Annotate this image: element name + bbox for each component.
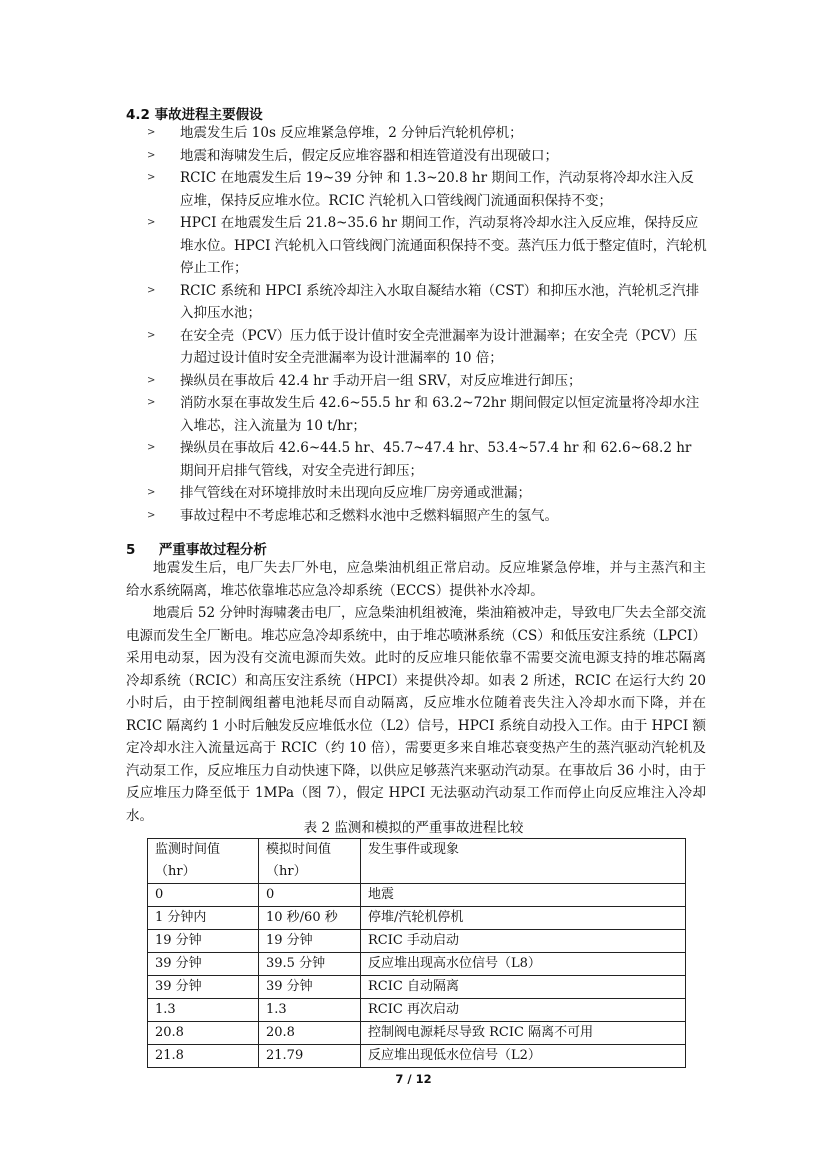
bullet-marker-icon: > bbox=[147, 149, 156, 161]
page-number: 7 / 12 bbox=[395, 1072, 432, 1086]
table-cell: 39 分钟 bbox=[148, 953, 259, 976]
table-cell: 39.5 分钟 bbox=[259, 953, 361, 976]
table-cell: 反应堆出现低水位信号（L2） bbox=[361, 1045, 686, 1068]
table-cell: 39 分钟 bbox=[148, 976, 259, 999]
table-cell: 21.79 bbox=[259, 1045, 361, 1068]
assumption-text: 操纵员在事故后 42.4 hr 手动开启一组 SRV，对反应堆进行卸压； bbox=[180, 372, 582, 389]
table-row bbox=[148, 999, 686, 1022]
table-cell: 19 分钟 bbox=[148, 930, 259, 953]
table-cell: 反应堆出现高水位信号（L8） bbox=[361, 953, 686, 976]
paragraph: 地震后 52 分钟时海啸袭击电厂，应急柴油机组被淹，柴油箱被冲走，导致电厂失去全部交流电源而发生全厂断电。堆芯应急冷却系统中，由于堆芯喷淋系统（CS）和低压安注系统（LPCI）采用电动泵，因为没有交流电源而失效。此时的反应堆只能依靠不需要交流电源支持的堆芯隔离冷却系统（RCIC）和高压安注系统（HPCI）来提供冷却。如表 2 所述，RCIC 在运行大约 20 小时后，由于控制阀组蓄电池耗尽而自动隔离，反应堆水位随着丧失注入冷却水而下降，并在 RCIC 隔离约 1 小时后触发反应堆低水位（L2）信号，HPCI 系统自动投入工作。由于 HPCI 额定冷却水注入流量远高于 RCIC（约 10 倍），需要更多来自堆芯衰变热产生的蒸汽驱动汽轮机及汽动泵工作，反应堆压力自动快速下降，以供应足够蒸汽来驱动汽动泵。在事故后 36 小时，由于反应堆压力降至低于 1MPa（图 7），假定 HPCI 无法驱动汽动泵工作而停止向反应堆注入冷却水。 bbox=[126, 605, 706, 824]
table-header-row bbox=[148, 839, 686, 884]
section-title: 严重事故过程分析 bbox=[158, 542, 267, 558]
table-cell: 21.8 bbox=[148, 1045, 259, 1068]
event-comparison-table bbox=[147, 838, 686, 1068]
assumption-item bbox=[147, 482, 707, 505]
table-caption: 表 2 监测和模拟的严重事故进程比较 bbox=[303, 820, 524, 836]
section-5-heading bbox=[126, 538, 267, 558]
assumption-item bbox=[147, 505, 707, 528]
table-header-cell: 发生事件或现象 bbox=[361, 839, 686, 884]
assumption-text: 消防水泵在事故发生后 42.6~55.5 hr 和 63.2~72hr 期间假定以恒定流量将冷却水注入堆芯，注入流量为 10 t/hr； bbox=[180, 395, 700, 434]
table-cell: 1.3 bbox=[148, 999, 259, 1022]
table-cell: RCIC 再次启动 bbox=[361, 999, 686, 1022]
table-cell: RCIC 手动启动 bbox=[361, 930, 686, 953]
section-4-2-heading bbox=[126, 103, 263, 123]
bullet-marker-icon: > bbox=[147, 397, 156, 408]
table-cell: 控制阀电源耗尽导致 RCIC 隔离不可用 bbox=[361, 1022, 686, 1045]
bullet-marker-icon: > bbox=[147, 374, 156, 386]
table-row bbox=[148, 884, 686, 907]
section-title: 事故进程主要假设 bbox=[154, 107, 263, 123]
bullet-marker-icon: > bbox=[147, 442, 156, 453]
assumption-text: 排气管线在对环境排放时未出现向反应堆厂房旁通或泄漏； bbox=[180, 485, 531, 501]
assumption-text: HPCI 在地震发生后 21.8~35.6 hr 期间工作，汽动泵将冷却水注入反应堆，保持反应堆水位。HPCI 汽轮机入口管线阀门流通面积保持不变。蒸汽压力低于整定值时，汽轮机停止工作； bbox=[180, 215, 707, 276]
table-cell: 0 bbox=[148, 884, 259, 907]
assumption-item bbox=[147, 437, 707, 482]
table-header-cell: 监测时间值（hr） bbox=[148, 839, 259, 884]
assumption-item bbox=[147, 325, 707, 370]
assumption-text: 地震发生后 10s 反应堆紧急停堆，2 分钟后汽轮机停机； bbox=[180, 125, 523, 141]
table-row bbox=[148, 1022, 686, 1045]
assumption-text: 事故过程中不考虑堆芯和乏燃料水池中乏燃料辐照产生的氢气。 bbox=[180, 507, 558, 524]
paragraph: 地震发生后，电厂失去厂外电，应急柴油机组正常启动。反应堆紧急停堆，并与主蒸汽和主给水系统隔离，堆芯依靠堆芯应急冷却系统（ECCS）提供补水冷却。 bbox=[126, 560, 706, 599]
assumption-text: 在安全壳（PCV）压力低于设计值时安全壳泄漏率为设计泄漏率；在安全壳（PCV）压力超过设计值时安全壳泄漏率为设计泄漏率的 10 倍； bbox=[180, 327, 698, 366]
assumption-item bbox=[147, 167, 707, 212]
table-row bbox=[148, 953, 686, 976]
assumption-text: 操纵员在事故后 42.6~44.5 hr、45.7~47.4 hr、53.4~57.4 hr 和 62.6~68.2 hr 期间开启排气管线，对安全壳进行卸压； bbox=[180, 440, 692, 479]
bullet-marker-icon: > bbox=[147, 329, 156, 341]
table-cell: 地震 bbox=[361, 884, 686, 907]
table-cell: 20.8 bbox=[259, 1022, 361, 1045]
table-row bbox=[148, 930, 686, 953]
table-cell: RCIC 自动隔离 bbox=[361, 976, 686, 999]
table-cell: 10 秒/60 秒 bbox=[259, 907, 361, 930]
table-cell: 39 分钟 bbox=[259, 976, 361, 999]
section-number: 5 bbox=[126, 542, 136, 558]
table-row bbox=[148, 976, 686, 999]
table-cell: 停堆/汽轮机停机 bbox=[361, 907, 686, 930]
table-cell: 0 bbox=[259, 884, 361, 907]
table-header-cell: 模拟时间值（hr） bbox=[259, 839, 361, 884]
assumption-list bbox=[147, 122, 707, 527]
assumption-item bbox=[147, 392, 707, 437]
table-cell: 1.3 bbox=[259, 999, 361, 1022]
table-cell: 20.8 bbox=[148, 1022, 259, 1045]
table-row bbox=[148, 907, 686, 930]
bullet-marker-icon: > bbox=[147, 284, 156, 296]
table-row bbox=[148, 1045, 686, 1068]
assumption-item bbox=[147, 280, 707, 325]
assumption-item bbox=[147, 145, 707, 168]
bullet-marker-icon: > bbox=[147, 127, 156, 138]
assumption-item bbox=[147, 122, 707, 145]
table-cell: 1 分钟内 bbox=[148, 907, 259, 930]
bullet-marker-icon: > bbox=[147, 487, 156, 498]
assumption-text: RCIC 在地震发生后 19~39 分钟 和 1.3~20.8 hr 期间工作，汽动泵将冷却水注入反应堆，保持反应堆水位。RCIC 汽轮机入口管线阀门流通面积保持不变； bbox=[180, 170, 694, 209]
table-cell: 19 分钟 bbox=[259, 930, 361, 953]
assumption-text: RCIC 系统和 HPCI 系统冷却注入水取自凝结水箱（CST）和抑压水池，汽轮机乏汽排入抑压水池； bbox=[180, 282, 700, 321]
bullet-marker-icon: > bbox=[147, 172, 156, 183]
assumption-item bbox=[147, 212, 707, 280]
section-number: 4.2 bbox=[126, 107, 150, 123]
assumption-item bbox=[147, 370, 707, 393]
bullet-marker-icon: > bbox=[147, 217, 156, 228]
assumption-text: 地震和海啸发生后，假定反应堆容器和相连管道没有出现破口； bbox=[180, 147, 558, 164]
bullet-marker-icon: > bbox=[147, 509, 156, 521]
